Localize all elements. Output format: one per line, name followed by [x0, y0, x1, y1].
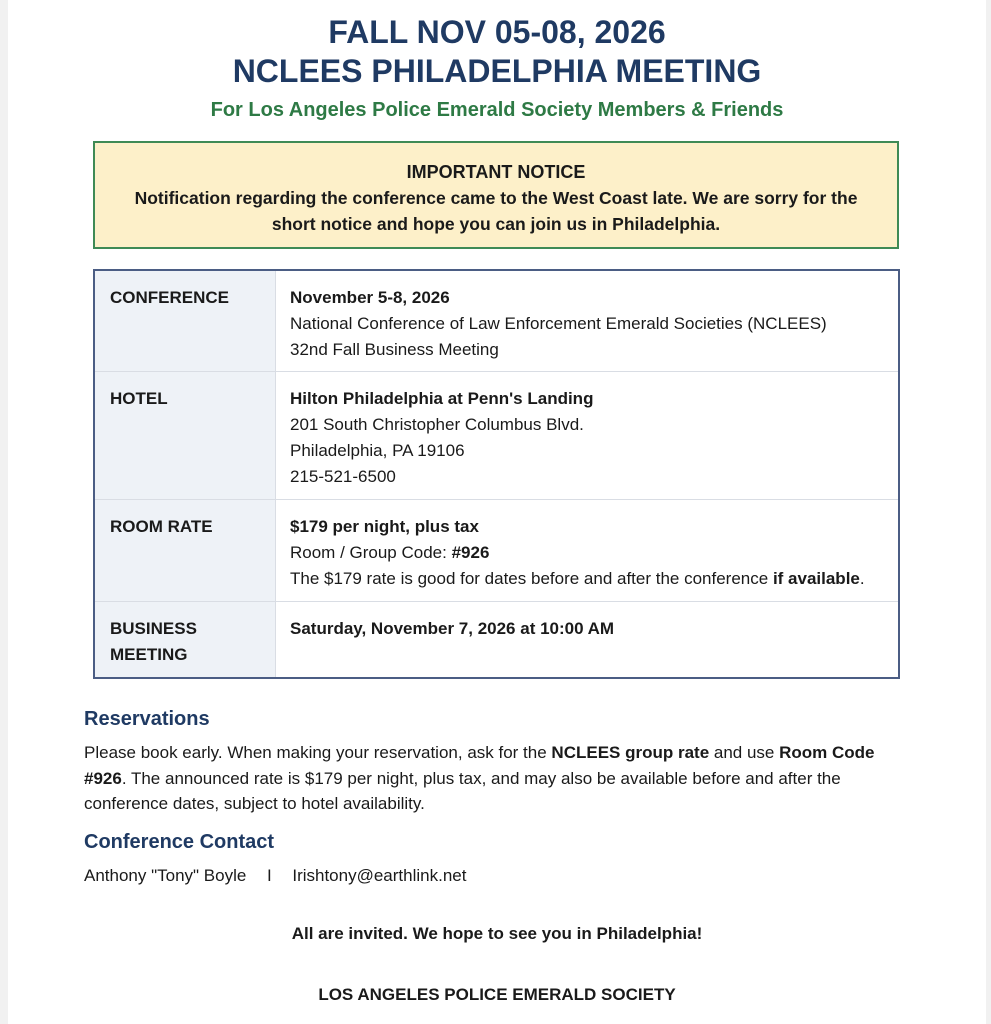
room-rate-note-emphasis: if available — [772, 568, 860, 588]
business-meeting-label-line1: BUSINESS — [110, 619, 197, 639]
business-meeting-label-line2: MEETING — [110, 645, 188, 665]
notice-title: IMPORTANT NOTICE — [406, 162, 586, 182]
conference-row — [94, 270, 899, 371]
contact-email[interactable]: Irishtony@earthlink.net — [292, 866, 467, 885]
hotel-row — [94, 371, 899, 499]
room-rate-note — [290, 566, 888, 592]
reservations-heading: Reservations — [84, 708, 210, 730]
hotel-name: Hilton Philadelphia at Penn's Landing — [290, 388, 594, 408]
room-rate-price: $179 per night, plus tax — [290, 516, 479, 536]
contact-heading: Conference Contact — [84, 831, 275, 853]
audience-subtitle: For Los Angeles Police Emerald Society Members & Friends — [210, 99, 784, 121]
contact-separator: I — [266, 866, 272, 885]
reservations-text-part3: . The announced rate is $179 per night, plus tax, and may also be available before and after the conference dates, subject to hotel availability. — [84, 768, 841, 813]
reservations-text-part2: and use — [709, 743, 780, 762]
conference-date: November 5-8, 2026 — [290, 288, 450, 307]
business-meeting-value — [276, 602, 900, 678]
conference-value — [276, 270, 900, 371]
contact-name: Anthony "Tony" Boyle — [84, 866, 247, 885]
reservations-room-code: Room Code #926 — [84, 743, 875, 788]
room-group-code-value: #926 — [451, 542, 490, 562]
contact-line — [84, 866, 466, 886]
hotel-value — [276, 371, 900, 499]
hotel-label: HOTEL — [94, 371, 276, 499]
room-rate-value — [276, 499, 900, 602]
hotel-address-city: Philadelphia, PA 19106 — [290, 440, 465, 460]
room-rate-note-text: The $179 rate is good for dates before and after the conference — [290, 568, 773, 588]
conference-meeting: 32nd Fall Business Meeting — [290, 340, 499, 359]
room-group-code — [290, 540, 888, 566]
hotel-address-street: 201 South Christopher Columbus Blvd. — [290, 414, 584, 434]
important-notice-box — [93, 141, 899, 249]
reservations-text — [84, 740, 914, 817]
notice-body: Notification regarding the conference came to the West Coast late. We are sorry for the short notice and hope you can join us in Philadelphia. — [134, 188, 858, 234]
conference-name: National Conference of Law Enforcement Emerald Societies (NCLEES) — [290, 314, 827, 333]
organization-footer: LOS ANGELES POLICE EMERALD SOCIETY — [318, 985, 676, 1004]
room-rate-row — [94, 499, 899, 602]
business-meeting-time: Saturday, November 7, 2026 at 10:00 AM — [290, 619, 615, 639]
business-meeting-row — [94, 602, 899, 678]
room-group-code-label: Room / Group Code: — [290, 542, 452, 562]
room-rate-label: ROOM RATE — [94, 499, 276, 602]
meeting-title: NCLEES PHILADELPHIA MEETING — [232, 53, 762, 89]
invitation-text: All are invited. We hope to see you in Philadelphia! — [291, 924, 703, 943]
business-meeting-label — [94, 602, 276, 678]
event-details-table — [93, 269, 900, 679]
flyer-page — [8, 0, 986, 1024]
hotel-phone: 215-521-6500 — [290, 466, 396, 486]
room-rate-note-end: . — [859, 568, 865, 588]
event-title: FALL NOV 05-08, 2026 — [328, 14, 666, 50]
conference-label: CONFERENCE — [94, 270, 276, 371]
reservations-text-part1: Please book early. When making your reservation, ask for the — [84, 743, 552, 762]
reservations-group-rate: NCLEES group rate — [551, 743, 710, 762]
